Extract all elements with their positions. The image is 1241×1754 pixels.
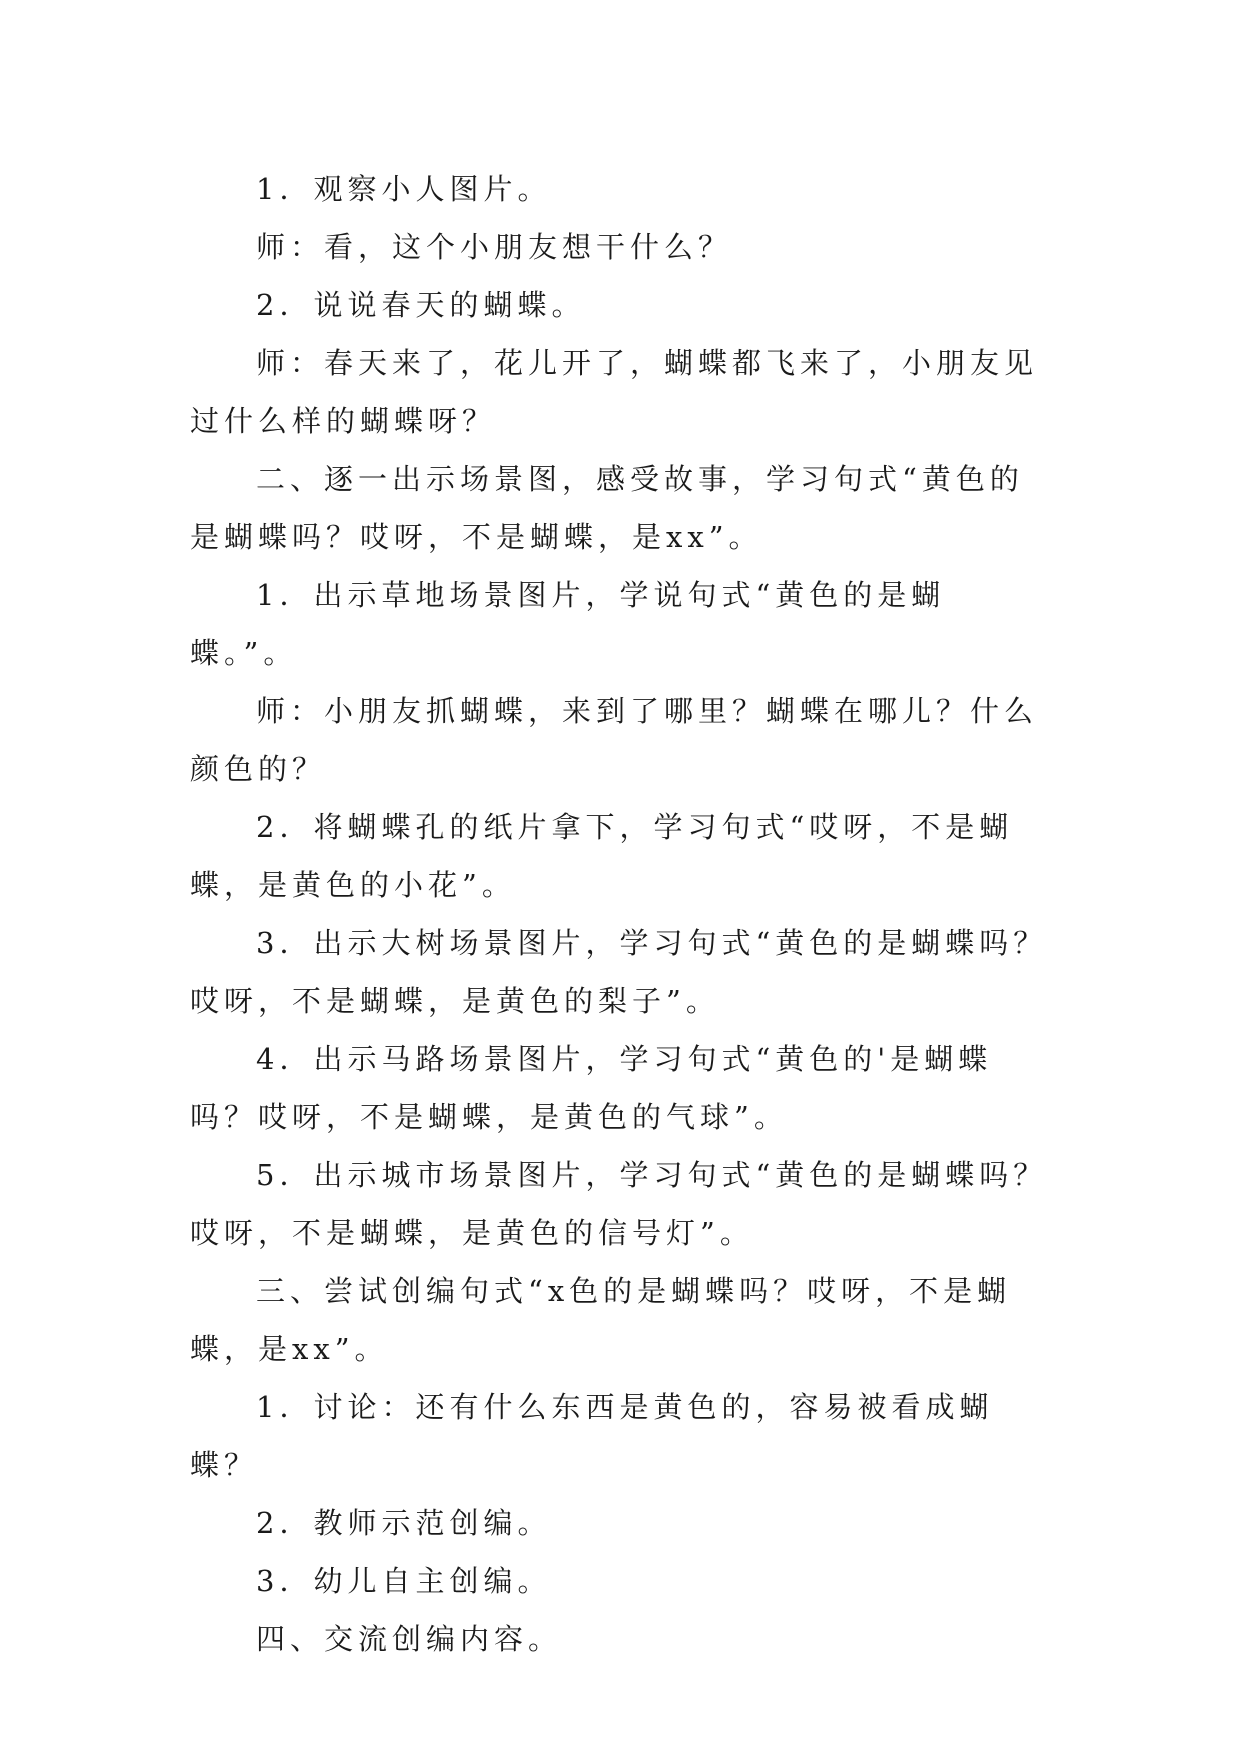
paragraph: 二、逐一出示场景图，感受故事，学习句式“黄色的是蝴蝶吗？哎呀，不是蝴蝶，是xx”。 <box>190 462 1024 554</box>
paragraph: 2．将蝴蝶孔的纸片拿下，学习句式“哎呀，不是蝴蝶，是黄色的小花”。 <box>190 810 1014 902</box>
paragraph: 3．出示大树场景图片，学习句式“黄色的是蝴蝶吗？哎呀，不是蝴蝶，是黄色的梨子”。 <box>190 926 1048 1018</box>
paragraph: 4．出示马路场景图片，学习句式“黄色的'是蝴蝶吗？哎呀，不是蝴蝶，是黄色的气球”。 <box>190 1042 993 1134</box>
paragraph: 5．出示城市场景图片，学习句式“黄色的是蝴蝶吗？哎呀，不是蝴蝶，是黄色的信号灯”。 <box>190 1158 1048 1250</box>
paragraph: 3．幼儿自主创编。 <box>256 1564 552 1598</box>
paragraph: 1．观察小人图片。 <box>256 172 552 206</box>
paragraph: 2．说说春天的蝴蝶。 <box>256 288 586 322</box>
paragraph: 四、交流创编内容。 <box>256 1622 563 1656</box>
paragraph: 1．讨论：还有什么东西是黄色的，容易被看成蝴蝶？ <box>190 1390 994 1482</box>
paragraph: 三、尝试创编句式“x色的是蝴蝶吗？哎呀，不是蝴蝶，是xx”。 <box>190 1274 1012 1366</box>
paragraph: 1．出示草地场景图片，学说句式“黄色的是蝴蝶。”。 <box>190 578 946 670</box>
paragraph: 师：小朋友抓蝴蝶，来到了哪里？蝴蝶在哪儿？什么颜色的？ <box>190 694 1039 786</box>
paragraph: 2．教师示范创编。 <box>256 1506 552 1540</box>
paragraph: 师：春天来了，花儿开了，蝴蝶都飞来了，小朋友见过什么样的蝴蝶呀？ <box>190 346 1039 438</box>
paragraph: 师：看，这个小朋友想干什么？ <box>256 230 733 264</box>
